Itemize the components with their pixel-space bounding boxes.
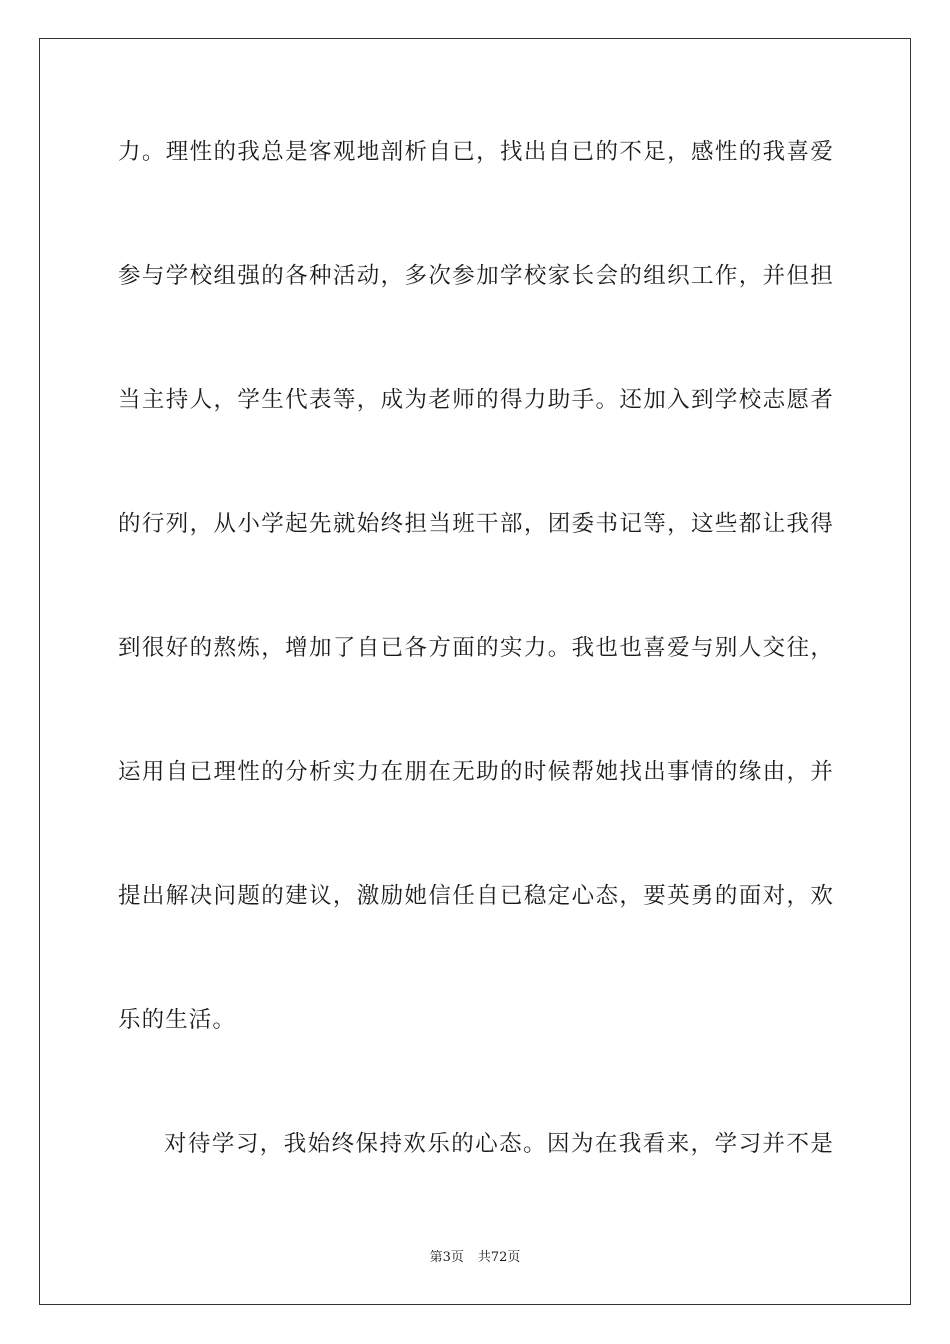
text-line: 的行列，从小学起先就始终担当班干部，团委书记等，这些都让我得 xyxy=(118,511,834,537)
text-line: 到很好的熬炼，增加了自已各方面的实力。我也也喜爱与别人交往， xyxy=(118,635,834,661)
paragraph-start-line: 对待学习，我始终保持欢乐的心态。因为在我看来，学习并不是 xyxy=(164,1131,834,1157)
text-line: 提出解决问题的建议，激励她信任自已稳定心态，要英勇的面对，欢 xyxy=(118,883,834,909)
document-body xyxy=(118,122,834,1238)
text-line: 当主持人，学生代表等，成为老师的得力助手。还加入到学校志愿者 xyxy=(118,387,834,413)
text-line: 运用自已理性的分析实力在朋在无助的时候帮她找出事情的缘由，并 xyxy=(118,759,834,785)
total-pages: 共72页 xyxy=(477,1250,521,1265)
text-line: 参与学校组强的各种活动，多次参加学校家长会的组织工作，并但担 xyxy=(118,263,834,289)
page-number: 第3页 xyxy=(429,1250,464,1265)
text-line: 乐的生活。 xyxy=(118,1007,237,1033)
text-line: 力。理性的我总是客观地剖析自已，找出自已的不足，感性的我喜爱 xyxy=(118,139,834,165)
page-footer xyxy=(0,1246,950,1265)
